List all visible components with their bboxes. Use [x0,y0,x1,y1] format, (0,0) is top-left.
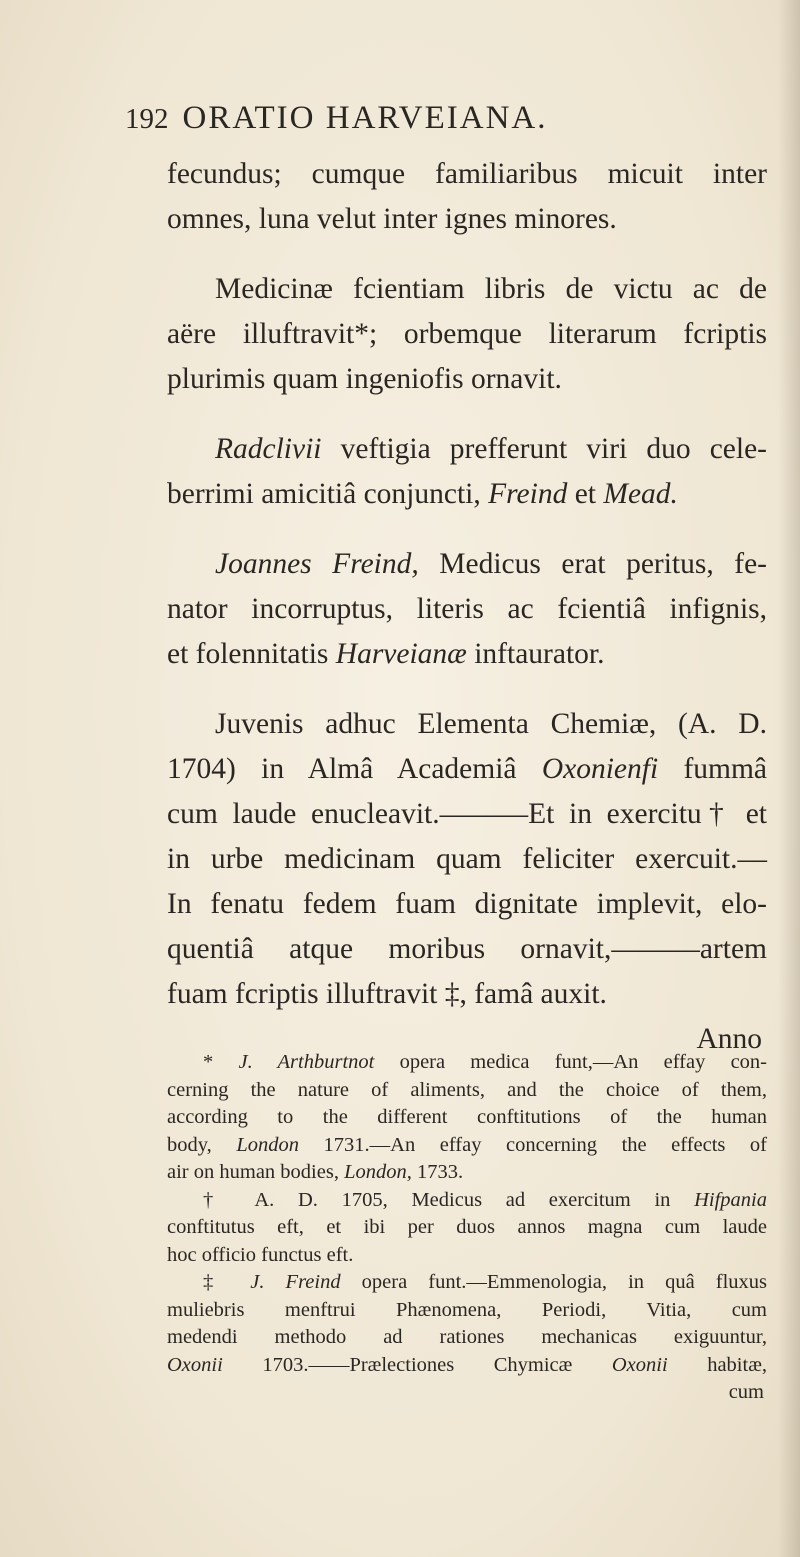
footnote-line [167,1132,767,1160]
footnote-line: according to the different conftitutions of the human [167,1106,767,1128]
text-line [167,542,767,587]
text-span: air on human bodies, [167,1161,345,1183]
text-span: † A. D. 1705, Medicus ad exercitum in [203,1188,695,1211]
italic-name: Radclivii [215,433,322,465]
footnote-line [167,1187,767,1215]
italic-name: Oxonii [611,1353,668,1376]
running-header [125,100,765,150]
italic-name: Joannes Freind, [215,548,419,580]
text-span: veftigia prefferunt viri duo cele- [321,433,767,465]
text-span: ‡ [203,1271,251,1293]
footnote-line: hoc officio functus eft. [167,1243,354,1266]
text-span: 1731.—An effay concerning the effects of [298,1133,767,1156]
text-line: quentiâ atque moribus ornavit,———artem [167,933,767,965]
text-line [167,747,767,792]
italic-name: Hifpania [694,1188,767,1211]
page-number: 192 [125,103,169,135]
text-line: In fenatu fedem fuam dignitate implevit, elo- [167,888,767,920]
text-line: aëre illuftravit*; orbemque literarum fcriptis [167,318,767,350]
footnote-line: medendi methodo ad rationes mechanicas exiguuntur, [167,1326,767,1348]
footnote-line: conftitutus eft, et ibi per duos annos magna cum laude [167,1216,767,1238]
text-span: et [567,478,604,510]
footnote-line [167,1049,767,1077]
text-span: body, [167,1133,237,1156]
text-line [167,632,767,677]
running-title: ORATIO HARVEIANA. [182,100,548,136]
text-span: et folennitatis [167,638,336,670]
text-span: habitæ, [667,1353,767,1376]
text-line: omnes, luna velut inter ignes minores. [167,203,617,235]
footnote-line [167,1159,767,1187]
text-span: 1733. [411,1161,464,1183]
italic-name: Freind [488,478,568,510]
text-span: berrimi amicitiâ conjuncti, [167,478,489,510]
footnote-line [167,1352,767,1380]
text-line: cum laude enucleavit.———Et in exercitu† et [167,798,767,830]
text-line: fecundus; cumque familiaribus micuit inter [167,158,767,190]
page-edge-shadow [778,0,800,1557]
text-span: fummâ [658,753,768,785]
text-span: inftaurator. [466,638,605,670]
italic-name: J. Arthburtnot [238,1051,375,1073]
text-line: Medicinæ fcientiam libris de victu ac de [215,273,767,305]
text-line [167,472,767,517]
footnote-line: muliebris menftrui Phænomena, Periodi, Vitia, cum [167,1298,767,1321]
catchword: cum [728,1381,764,1403]
text-span: 1703.——Prælectiones Chymicæ [222,1353,612,1376]
text-line: Juvenis adhuc Elementa Chemiæ, (A. D. [215,708,767,740]
text-span: opera funt.—Emmenologia, in quâ fluxus [340,1271,768,1293]
italic-name: Oxonii [167,1353,223,1376]
text-span: opera medica funt,—An effay con- [374,1051,768,1073]
text-span: * [203,1051,239,1073]
italic-name: London [236,1133,299,1156]
footnote-line [167,1269,767,1297]
text-line: nator incorruptus, literis ac fcientiâ infignis, [167,593,767,625]
text-line [167,427,767,472]
footnote-line: cerning the nature of aliments, and the choice of them, [167,1078,767,1101]
text-span: 1704) in Almâ Academiâ [167,753,542,785]
text-line: plurimis quam ingeniofis ornavit. [167,363,562,395]
italic-name: London, [344,1161,412,1183]
catchword: Anno [696,1023,762,1055]
text-span: Medicus erat peritus, fe- [418,548,767,580]
italic-name: Oxonienfi [541,753,659,785]
footnotes [167,1049,767,1407]
italic-name: Mead. [603,478,678,510]
italic-name: Harveianæ [335,638,467,670]
italic-name: J. Freind [250,1271,341,1293]
text-line: fuam fcriptis illuftravit ‡, famâ auxit. [167,978,607,1010]
main-text [167,152,767,1062]
text-line: in urbe medicinam quam feliciter exercuit.— [167,843,767,875]
